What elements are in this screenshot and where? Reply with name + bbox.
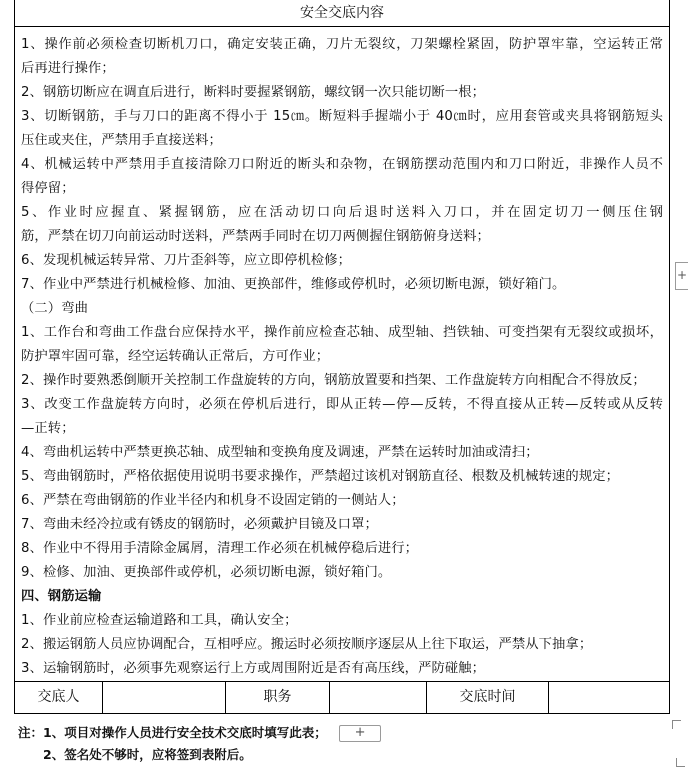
page-corner-mark-bottom — [676, 758, 685, 767]
content-line: 2、钢筋切断应在调直后进行，断料时要握紧钢筋，螺纹钢一次只能切断一根； — [21, 85, 486, 100]
table-header: 安全交底内容 — [15, 0, 669, 27]
position-label: 职务 — [226, 682, 330, 713]
footnote-2: 2、签名处不够时，应将签到表附后。 — [43, 747, 252, 762]
content-line: 1、工作台和弯曲工作盘台应保持水平，操作前应检查芯轴、成型轴、挡铁轴、可变挡架有无裂纹或损坏， — [21, 325, 663, 340]
time-label: 交底时间 — [427, 682, 549, 713]
content-line: 防护罩牢固可靠，经空运转确认正常后，方可作业； — [21, 349, 330, 364]
content-line: 2、搬运钢筋人员应协调配合，互相呼应。搬运时必须按顺序逐层从上往下取运，严禁从下抽拿； — [21, 637, 593, 652]
content-line: 得停留； — [21, 181, 75, 196]
content-line: 压住或夹住，严禁用手直接送料； — [21, 133, 222, 148]
safety-briefing-table — [14, 0, 670, 714]
content-line: 3、改变工作盘旋转方向时，必须在停机后进行，即从正转—停—反转，不得直接从正转—反转或从反转 — [21, 397, 663, 412]
content-line: —正转； — [21, 421, 75, 436]
content-line: 9、检修、加油、更换部件或停机，必须切断电源，锁好箱门。 — [21, 565, 392, 580]
content-line: 5、作业时应握直、紧握钢筋，应在活动切口向后退时送料入刀口，并在固定切刀一侧压住钢 — [21, 205, 663, 220]
content-line: 4、机械运转中严禁用手直接清除刀口附近的断头和杂物，在钢筋摆动范围内和刀口附近，非操作人员不 — [21, 157, 663, 172]
content-line: 2、操作时要熟悉倒顺开关控制工作盘旋转的方向，钢筋放置要和挡架、工作盘旋转方向相配合不得放反； — [21, 373, 646, 388]
discloser-value-cell[interactable] — [103, 682, 226, 713]
content-line: 6、发现机械运转异常、刀片歪斜等，应立即停机检修； — [21, 253, 352, 268]
content-line: 7、弯曲未经冷拉或有锈皮的钢筋时，必须戴护目镜及口罩； — [21, 517, 378, 532]
content-line: 7、作业中严禁进行机械检修、加油、更换部件，维修或停机时，必须切断电源，锁好箱门。 — [21, 277, 566, 292]
content-line: 6、严禁在弯曲钢筋的作业半径内和机身不设固定销的一侧站人； — [21, 493, 405, 508]
content-line: 4、弯曲机运转中严禁更换芯轴、成型轴和变换角度及调速，严禁在运转时加油或清扫； — [21, 445, 539, 460]
signature-row — [15, 682, 669, 713]
footnote-1 — [18, 722, 381, 744]
insert-column-plus-icon[interactable]: + — [675, 262, 688, 290]
footnote-1-text: 注：1、项目对操作人员进行安全技术交底时填写此表； — [18, 725, 327, 740]
position-value-cell[interactable] — [330, 682, 427, 713]
content-line: 筋，严禁在切刀向前运动时送料，严禁两手同时在切刀两侧握住钢筋俯身送料； — [21, 229, 490, 244]
footnotes — [18, 722, 381, 766]
content-line: 1、操作前必须检查切断机刀口，确定安装正确，刀片无裂纹，刀架螺栓紧固，防护罩牢靠，空运转正常 — [21, 37, 663, 52]
content-line: 后再进行操作； — [21, 61, 115, 76]
content-line: （二）弯曲 — [21, 301, 88, 316]
content-line: 5、弯曲钢筋时，严格依据使用说明书要求操作，严禁超过该机对钢筋直径、根数及机械转速的规定； — [21, 469, 620, 484]
time-value-cell[interactable] — [549, 682, 669, 713]
add-row-plus-icon[interactable]: + — [339, 725, 381, 742]
content-line: 3、运输钢筋时，必须事先观察运行上方或周围附近是否有高压线，严防碰触； — [21, 661, 486, 676]
page-corner-mark — [672, 720, 681, 729]
content-line: 1、作业前应检查运输道路和工具，确认安全； — [21, 613, 298, 628]
briefing-content — [15, 27, 669, 682]
content-line: 3、切断钢筋，手与刀口的距离不得小于 15㎝。断短料手握端小于 40㎝时，应用套管或夹具将钢筋短头 — [21, 109, 663, 124]
content-line: 8、作业中不得用手清除金属屑，清理工作必须在机械停稳后进行； — [21, 541, 419, 556]
content-line: 四、钢筋运输 — [21, 589, 102, 604]
discloser-label: 交底人 — [15, 682, 103, 713]
